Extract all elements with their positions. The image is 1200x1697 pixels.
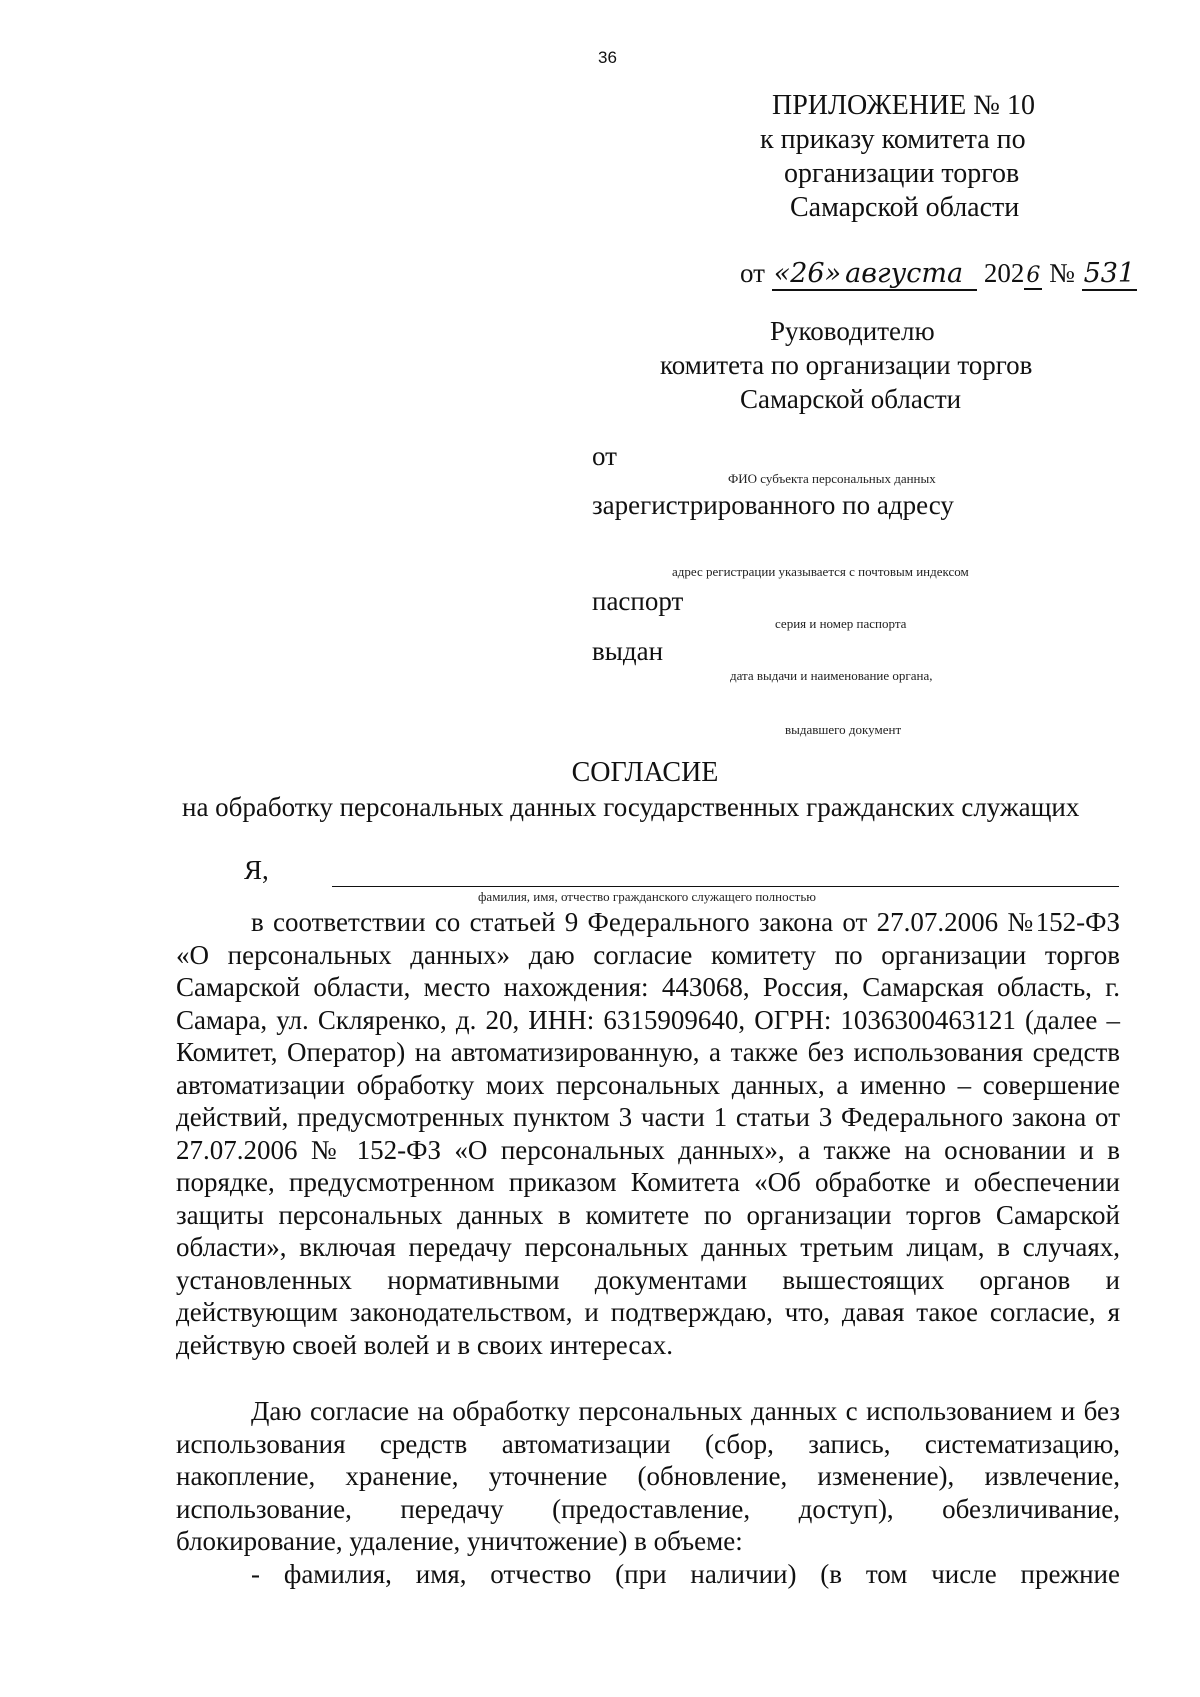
paragraph-1: в соответствии со статьей 9 Федерального закона от 27.07.2006 №152-ФЗ «О персональных данных» даю согласие комитету по организации торгов Самарской области, место нахождения: 443068, Россия, Самарская область, г. Самара, ул. Скляренко, д. 20, ИНН: 6315909640, ОГРН: 1036300463121 (далее – Комитет, Оператор) на автоматизированную, а также без использования средств автоматизации обработку моих персональных данных, а именно – совершение действий, предусмотренных пунктом 3 части 1 статьи 3 Федерального закона от 27.07.2006 № 152-ФЗ «О персональных данных», а также на основании и в порядке, предусмотренном приказом Комитета «Об обработке и обеспечении защиты персональных данных в комитете по организации торгов Самарской области», включая передачу персональных данных третьим лицам, в случаях, установленных нормативными документами вышестоящих органов и действующим законодательством, и подтверждаю, что, давая такое согласие, я действую своей волей и в своих интересах. — [176, 907, 1120, 1360]
signer-hint: фамилия, имя, отчество гражданского служащего полностью — [478, 889, 816, 904]
appendix-line-2: организации торгов — [784, 158, 1020, 189]
paragraph-3: - фамилия, имя, отчество (при наличии) (в том числе прежние — [251, 1559, 1120, 1589]
appendix-line-3: Самарской области — [790, 192, 1020, 223]
signer-label: Я, — [244, 855, 269, 885]
handwritten-day: «26» — [773, 258, 842, 289]
handwritten-year-digit: 6 — [1026, 263, 1041, 288]
registered-label: зарегистрированного по адресу — [592, 490, 954, 520]
issued-hint-1: дата выдачи и наименование органа, — [730, 668, 933, 683]
appendix-line-1: к приказу комитета по — [760, 124, 1026, 155]
appendix-title: ПРИЛОЖЕНИЕ № 10 — [772, 90, 1035, 121]
passport-label: паспорт — [592, 586, 684, 616]
page-number: 36 — [598, 48, 617, 67]
signer-underline — [332, 886, 1119, 887]
number-label: № — [1049, 258, 1075, 288]
form-from-label: от — [592, 441, 617, 471]
paragraph-2: Даю согласие на обработку персональных данных с использованием и без использования средств автоматизации (сбор, запись, систематизацию, накопление, хранение, уточнение (обновление, изменение), извлечение, использование, передачу (предоставление, доступ), обезличивание, блокирование, удаление, уничтожение) в объеме: — [176, 1396, 1120, 1556]
from-label: от — [740, 258, 765, 288]
appendix-date-line — [740, 258, 1137, 289]
fio-hint: ФИО субъекта персональных данных — [728, 471, 936, 486]
year-prefix: 202 — [983, 258, 1025, 288]
issued-hint-2: выдавшего документ — [785, 722, 902, 737]
address-hint: адрес регистрации указывается с почтовым индексом — [672, 564, 969, 579]
addressee-line-3: Самарской области — [740, 384, 962, 414]
issued-label: выдан — [592, 636, 664, 666]
consent-title: СОГЛАСИЕ — [571, 757, 719, 788]
consent-subtitle: на обработку персональных данных государственных гражданских служащих — [182, 792, 1080, 822]
addressee-line-1: Руководителю — [770, 316, 935, 346]
handwritten-number: 531 — [1083, 258, 1136, 289]
addressee-line-2: комитета по организации торгов — [660, 350, 1033, 380]
passport-hint: серия и номер паспорта — [775, 616, 907, 631]
handwritten-month: августа — [843, 258, 977, 291]
